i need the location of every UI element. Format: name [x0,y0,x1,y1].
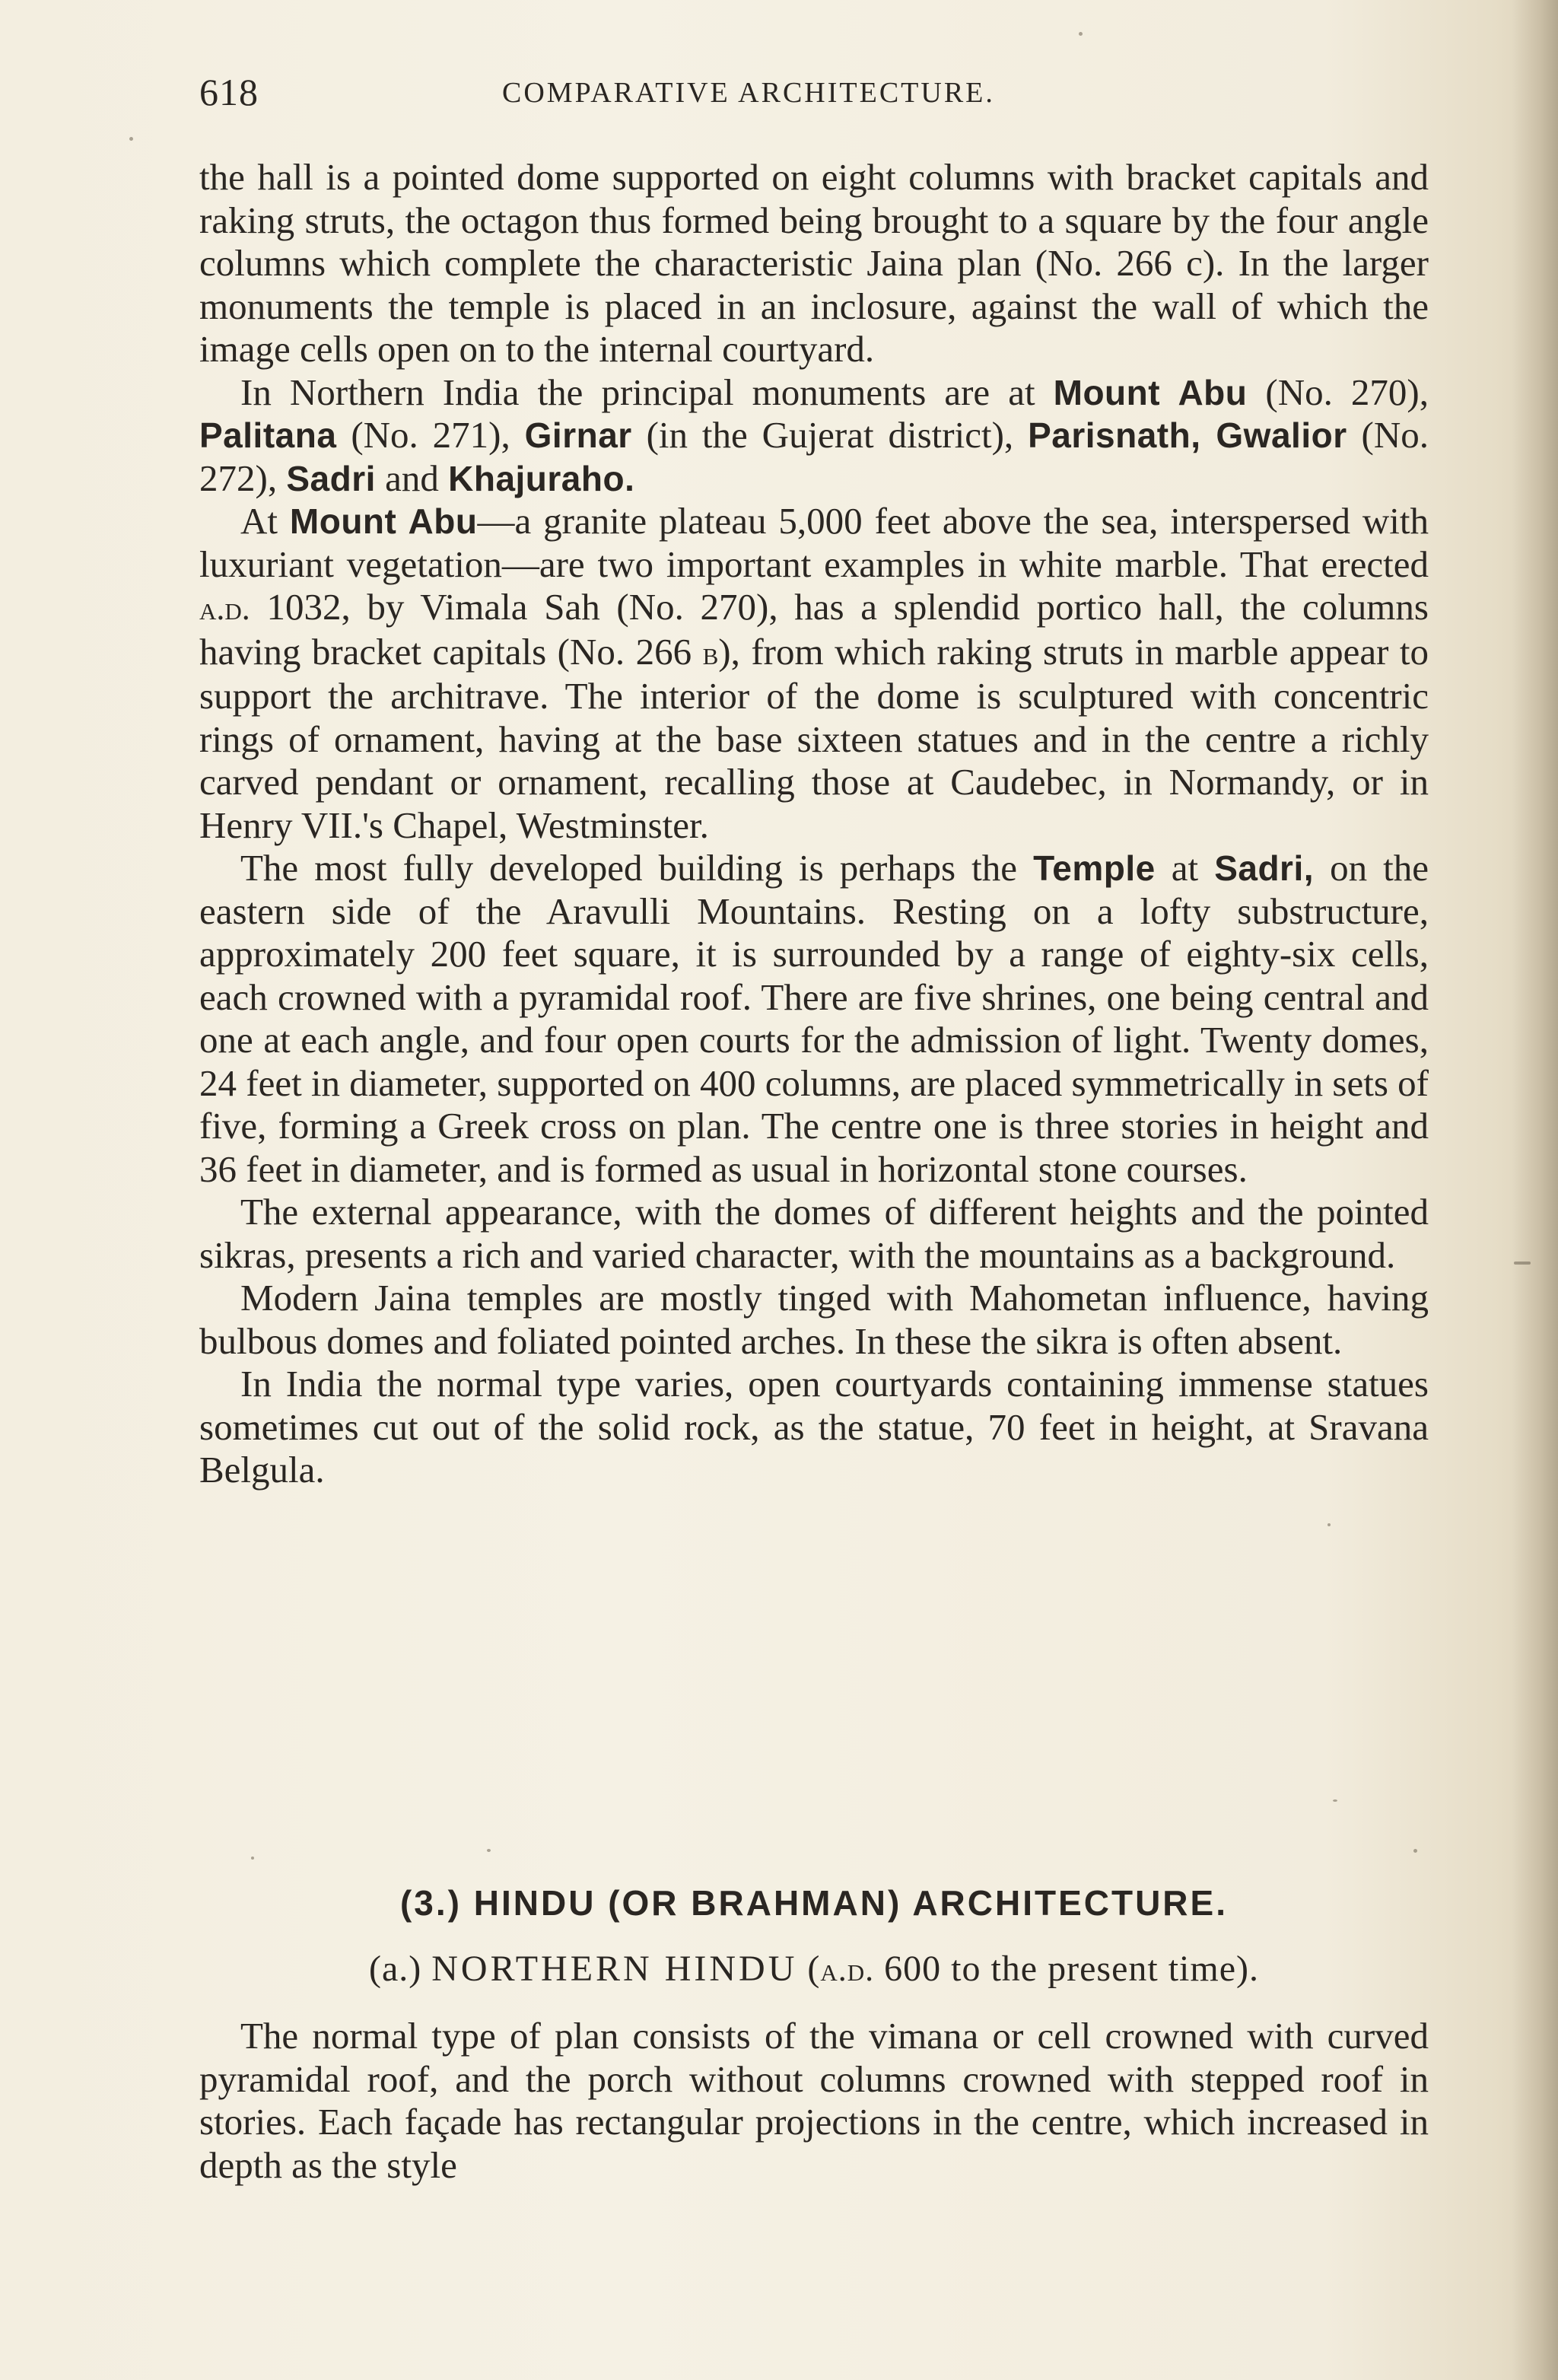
bold-place-name: Girnar [524,415,632,455]
small-caps-text: b [702,634,719,672]
scan-speck [1514,1262,1531,1265]
sub-heading-prefix: (a.) [368,1949,422,1989]
text-run: at [1155,847,1215,889]
scan-speck [487,1849,491,1852]
body-paragraph [199,156,1429,371]
text-run: Modern Jaina temples are mostly tinged with Mahometan influence, having bulbous domes and foliated pointed arches. In these the sikra is often absent. [199,1277,1429,1362]
sub-heading-date-rest: 600 to the present time). [884,1949,1260,1989]
text-run: (No. 271), [336,414,525,456]
bold-place-name: Mount Abu [1053,372,1248,412]
body-paragraph [199,847,1429,1191]
bold-place-name: Temple [1033,848,1156,888]
bold-place-name: Parisnath, Gwalior [1028,415,1347,455]
text-run: 1032, by Vimala Sah (No. 270), has a splendid portico hall, the columns having bracket capitals (No. 266 [199,586,1429,673]
bold-place-name: Sadri, [1214,848,1315,888]
bold-place-name: Mount Abu [289,501,478,541]
body-paragraph [199,371,1429,501]
bold-place-name: Sadri [286,458,376,498]
section-paragraph: The normal type of plan consists of the vimana or cell crowned with curved pyramidal roof, and the porch without columns crowned with stepped roof in stories. Each façade has rectangular projections in the centre, which increased in depth as the style [199,2015,1429,2186]
sub-heading-title: NORTHERN HINDU [431,1949,798,1989]
scan-speck [1079,32,1083,36]
text-run: the hall is a pointed dome supported on eight columns with bracket capitals and raking struts, the octagon thus formed being brought to a square by the four angle columns which complete the characteristic Jaina plan (No. 266 c). In the larger monuments the temple is placed in an inclosure, against the wall of which the image cells open on to the internal courtyard. [199,156,1429,370]
sub-heading-open-paren: ( [807,1949,821,1989]
running-header [199,70,1429,123]
text-run: In Northern India the principal monuments are at [240,371,1054,413]
text-run: The external appearance, with the domes of different heights and the pointed sikras, presents a rich and varied character, with the mountains as a background. [199,1191,1429,1276]
body-text [199,156,1429,1492]
sub-heading-date-abbr: a.d. [820,1951,875,1988]
text-run: The most fully developed building is perhaps the [240,847,1034,889]
scan-speck [129,137,133,141]
section-heading: (3.) HINDU (OR BRAHMAN) ARCHITECTURE. [399,1883,1228,1923]
scan-speck [251,1857,254,1860]
body-paragraph [199,1363,1429,1492]
text-run: At [240,500,290,542]
bold-place-name: Khajuraho. [448,458,635,498]
small-caps-text: a.d. [199,590,250,627]
scan-speck [1333,1799,1337,1802]
body-paragraph [199,1277,1429,1363]
body-paragraph [199,1191,1429,1277]
bold-place-name: Palitana [199,415,337,455]
sub-heading [199,1948,1429,1990]
page-number: 618 [199,71,259,113]
text-run: (in the Gujerat district), [631,414,1029,456]
text-run: In India the normal type varies, open courtyards containing immense statues sometimes cut out of the solid rock, as the statue, 70 feet in height, at Sravana Belgula. [199,1363,1429,1491]
text-run: on the eastern side of the Aravulli Mountains. Resting on a lofty substructure, approximately 200 feet square, it is surrounded by a range of eighty-six cells, each crowned with a pyramidal roof. There are five shrines, one being central and one at each angle, and four open courts for the admission of light. Twenty domes, 24 feet in diameter, supported on 400 columns, are placed symmetrically in sets of five, forming a Greek cross on plan. The centre one is three stories in height and 36 feet in diameter, and is formed as usual in horizontal stone courses. [199,847,1429,1190]
section-text [199,2015,1429,2187]
text-run: —a granite plateau 5,000 feet above the sea, interspersed with luxuriant vegetation—are two important examples in white marble. That erected [199,500,1429,585]
body-paragraph [199,500,1429,847]
text-run: ), from which raking struts in marble appear to support the architrave. The interior of the dome is sculptured with concentric rings of ornament, having at the base sixteen statues and in the centre a richly carved pendant or ornament, recalling those at Caudebec, in Normandy, or in Henry VII.'s Chapel, Westminster. [199,630,1429,846]
text-run: (No. 272), [199,414,1429,499]
scan-speck [1413,1849,1417,1853]
text-run: and [375,457,449,499]
scan-speck [1327,1523,1331,1526]
page-edge-shadow [1512,0,1558,2380]
text-run: (No. 270), [1247,371,1429,413]
running-title: COMPARATIVE ARCHITECTURE. [502,77,995,109]
